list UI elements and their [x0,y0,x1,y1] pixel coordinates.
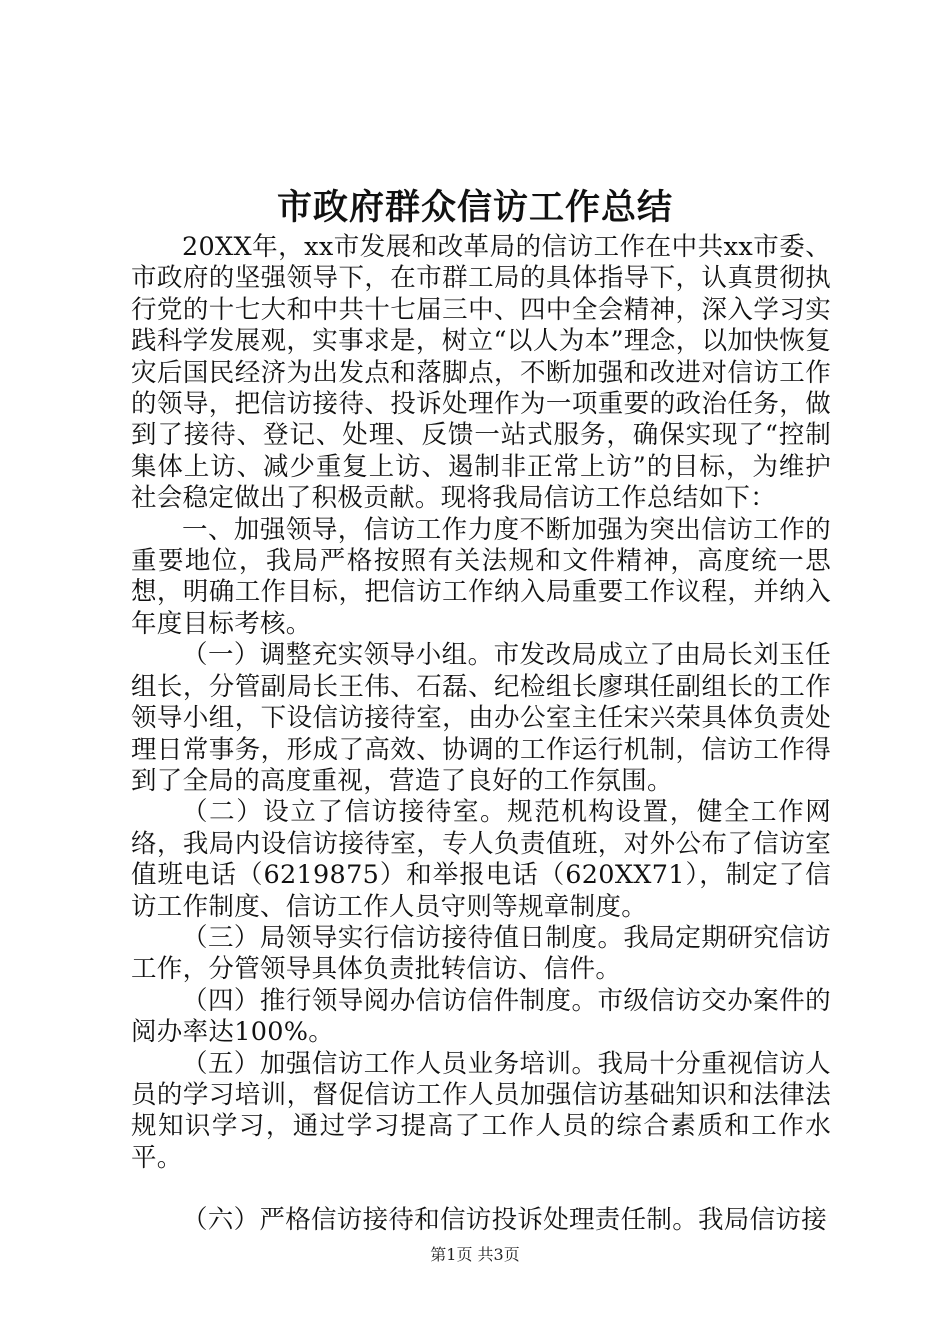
paragraph-intro: 20XX年，xx市发展和改革局的信访工作在中共xx市委、市政府的坚强领导下，在市群工局的具体指导下，认真贯彻执行党的十七大和中共十七届三中、四中全会精神，深入学习实践科学发展观，实事求是，树立“以人为本”理念，以加快恢复灾后国民经济为出发点和落脚点，不断加强和改进对信访工作的领导，把信访接待、投诉处理作为一项重要的政治任务，做到了接待、登记、处理、反馈一站式服务，确保实现了“控制集体上访、减少重复上访、遏制非正常上访”的目标，为维护社会稳定做出了积极贡献。现将我局信访工作总结如下： [131,232,831,514]
paragraph-item-5: （五）加强信访工作人员业务培训。我局十分重视信访人员的学习培训，督促信访工作人员加强信访基础知识和法律法规知识学习，通过学习提高了工作人员的综合素质和工作水平。 [131,1048,831,1173]
page-number-footer: 第1页 共3页 [430,1245,520,1264]
paragraph-section-1: 一、加强领导，信访工作力度不断加强为突出信访工作的重要地位，我局严格按照有关法规和文件精神，高度统一思想，明确工作目标，把信访工作纳入局重要工作议程，并纳入年度目标考核。 [131,514,831,639]
document-title: 市政府群众信访工作总结 [276,187,673,228]
paragraph-item-2: （二）设立了信访接待室。规范机构设置，健全工作网络，我局内设信访接待室，专人负责值班，对外公布了信访室值班电话（6219875）和举报电话（620XX71），制定了信访工作制度、信访工作人员守则等规章制度。 [131,797,831,922]
document-body [131,232,831,1237]
paragraph-item-6: （六）严格信访接待和信访投诉处理责任制。我局信访接 [182,1205,828,1236]
paragraph-item-1: （一）调整充实领导小组。市发改局成立了由局长刘玉任组长，分管副局长王伟、石磊、纪检组长廖琪任副组长的工作领导小组，下设信访接待室，由办公室主任宋兴荣具体负责处理日常事务，形成了高效、协调的工作运行机制，信访工作得到了全局的高度重视，营造了良好的工作氛围。 [131,640,831,796]
paragraph-item-3: （三）局领导实行信访接待值日制度。我局定期研究信访工作，分管领导具体负责批转信访、信件。 [131,922,831,985]
paragraph-item-4: （四）推行领导阅办信访信件制度。市级信访交办案件的阅办率达100%。 [131,985,831,1048]
